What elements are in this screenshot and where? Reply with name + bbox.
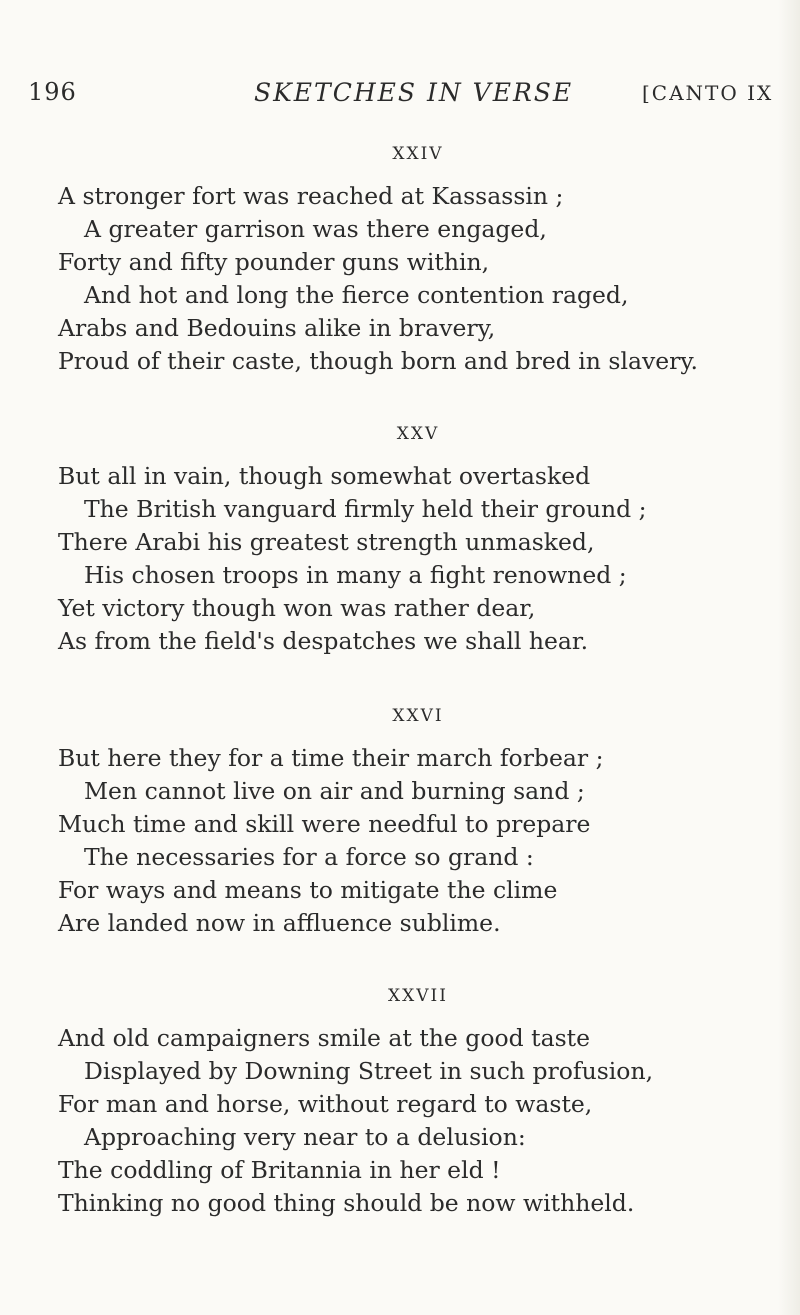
verse-line: His chosen troops in many a fight renowned ;	[84, 561, 627, 589]
stanza-xxvi	[58, 704, 778, 940]
verse-line: Men cannot live on air and burning sand ;	[84, 777, 585, 805]
verse-line: And old campaigners smile at the good taste	[58, 1024, 591, 1052]
verse-line: The coddling of Britannia in her eld !	[58, 1156, 501, 1184]
verse-line: A stronger fort was reached at Kassassin ;	[58, 182, 564, 210]
verse-line: The necessaries for a force so grand :	[84, 843, 534, 871]
verse-line: Approaching very near to a delusion:	[84, 1123, 526, 1151]
verse-line: There Arabi his greatest strength unmasked,	[58, 528, 595, 556]
running-title: SKETCHES IN VERSE	[254, 78, 574, 107]
verse-line: But here they for a time their march forbear ;	[58, 744, 604, 772]
verse-line: Yet victory though won was rather dear,	[58, 594, 536, 622]
canto-reference: [CANTO IX	[642, 81, 774, 105]
verse-line: Displayed by Downing Street in such profusion,	[84, 1057, 654, 1085]
verse-line: Proud of their caste, though born and bred in slavery.	[58, 347, 699, 375]
stanza-xxvii	[58, 984, 778, 1220]
verse-line: And hot and long the fierce contention raged,	[84, 281, 629, 309]
verse-line: But all in vain, though somewhat overtasked	[58, 462, 591, 490]
verse-line: For ways and means to mitigate the clime	[58, 876, 558, 904]
verse-line: Are landed now in affluence sublime.	[58, 909, 501, 937]
verse-line: Forty and fifty pounder guns within,	[58, 248, 490, 276]
stanza-xxiv	[58, 142, 778, 378]
verse-line: Much time and skill were needful to prepare	[58, 810, 591, 838]
page-header	[28, 78, 774, 114]
stanza-numeral: XXVII	[388, 986, 448, 1006]
stanza-numeral: XXV	[396, 424, 440, 444]
verse-line: The British vanguard firmly held their ground ;	[84, 495, 647, 523]
verse-line: As from the field's despatches we shall hear.	[58, 627, 589, 655]
page-number: 196	[28, 78, 77, 106]
verse-line: Arabs and Bedouins alike in bravery,	[58, 314, 496, 342]
stanza-xxv	[58, 422, 778, 658]
stanza-numeral: XXVI	[392, 706, 444, 726]
verse-line: Thinking no good thing should be now withheld.	[58, 1189, 635, 1217]
verse-line: A greater garrison was there engaged,	[84, 215, 547, 243]
stanza-numeral: XXIV	[392, 144, 444, 164]
verse-line: For man and horse, without regard to waste,	[58, 1090, 593, 1118]
page-edge-shadow	[778, 0, 800, 1315]
